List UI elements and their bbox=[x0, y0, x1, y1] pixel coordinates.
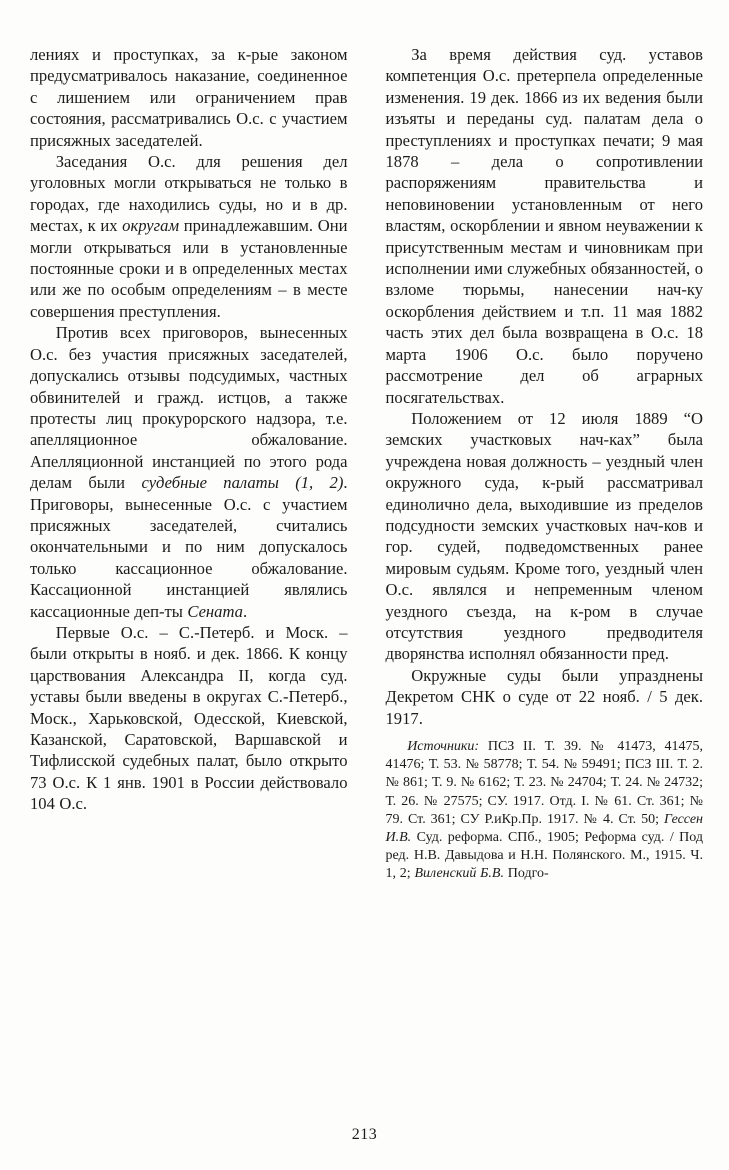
italic-text-run: Источники: bbox=[407, 739, 480, 754]
text-run: Подго- bbox=[503, 866, 549, 882]
left-column bbox=[30, 44, 348, 884]
text-run: . Приговоры, вынесенные О.с. с участием присяжных заседателей, считались окончательными и по ним допускалось только кассационное обжалование. Кассационной инстанцией являлись кассационные деп-ты bbox=[30, 473, 348, 621]
paragraph bbox=[386, 44, 704, 408]
text-run: ПСЗ II. Т. 39. № 41473, 41475, 41476; Т. 53. № 58778; Т. 54. № 59491; ПСЗ III. Т. 2. № 861; Т. 9. № 6162; Т. 23. № 24704; Т. 24. № 24732; Т. 26. № 27575; СУ. 1917. Отд. I. № 61. Ст. 361; № 79. Ст. 361; СУ Р.иКр.Пр. 1917. № 4. Ст. 50; bbox=[385, 739, 703, 827]
text-run: лениях и проступках, за к-рые законом предусматривалось наказание, соединенное с лишением или ограничением прав состояния, рассматривались О.с. с участием присяжных заседателей. bbox=[30, 45, 348, 150]
italic-text-run: Виленский Б.В. bbox=[414, 866, 504, 882]
italic-text-run: Гессен И.В. bbox=[385, 811, 703, 846]
italic-text-run: Сената bbox=[187, 601, 243, 621]
paragraph bbox=[386, 665, 704, 729]
paragraph bbox=[386, 408, 704, 665]
paragraph bbox=[30, 322, 348, 622]
text-run: Положением от 12 июля 1889 “О земских участковых нач-ках” была учреждена новая должность – уездный член окружного суда, к-рый рассматривал единолично дела, выходившие из пределов подсудности земских участковых нач-ков и гор. судей, подведомственных ранее мировым судьям. Кроме того, уездный член О.с. являлся и непременным членом уездного съезда, на к-ром в случае отсутствия уездного предводителя дворянства исполнял обязанности пред. bbox=[385, 408, 703, 664]
italic-text-run: округам bbox=[122, 216, 180, 236]
text-run: Против всех приговоров, вынесенных О.с. без участия присяжных заседателей, допускались отзывы подсудимых, частных обвинителей и гражд. истцов, а также протесты лиц прокурорского надзора, т.е. апелляционное обжалование. Апелляционной инстанцией по этого рода делам были bbox=[30, 323, 348, 493]
paragraph bbox=[386, 738, 704, 884]
text-columns bbox=[30, 44, 703, 884]
paragraph bbox=[30, 44, 348, 151]
text-run: Суд. реформа. СПб., 1905; Реформа суд. / Под ред. Н.В. Давыдова и Н.Н. Полянского. М., 1915. Ч. 1, 2; bbox=[385, 830, 703, 882]
paragraph bbox=[30, 151, 348, 322]
page-number: 213 bbox=[351, 1126, 378, 1143]
text-run: . bbox=[242, 601, 248, 621]
right-column bbox=[386, 44, 704, 884]
text-run: Первые О.с. – С.-Петерб. и Моск. – были открыты в нояб. и дек. 1866. К концу царствования Александра II, когда суд. уставы были введены в округах С.-Петерб., Моск., Харьковской, Одесской, Киевской, Казанской, Саратовской, Варшавской и Тифлисской судебных палат, было открыто 73 О.с. К 1 янв. 1901 в России действовало 104 О.с. bbox=[30, 622, 348, 814]
paragraph bbox=[30, 622, 348, 815]
text-run: За время действия суд. уставов компетенция О.с. претерпела определенные изменения. 19 дек. 1866 из их ведения были изъяты и переданы суд. палатам дела о преступлениях и проступках печати; 9 мая 1878 – дела о сопротивлении распоряжениям правительства и неповиновении установленным от него властям, оскорблении и явном неуважении к присутственным местам и чиновникам при исполнении ими служебных обязанностей, о взломе тюрьмы, нанесении нач-ку оскорбления действием и т.п. 11 мая 1882 часть этих дел была возвращена в О.с. 18 марта 1906 О.с. было поручено рассмотрение дел об аграрных посягательствах. bbox=[385, 45, 703, 407]
text-run: принадлежавшим. Они могли открываться или в установленные постоянные сроки и в определенных местах или же по особым определениям – в месте совершения преступления. bbox=[30, 216, 348, 321]
italic-text-run: судебные палаты (1, 2) bbox=[141, 473, 344, 493]
text-run: Заседания О.с. для решения дел уголовных могли открываться не только в городах, где находились суды, но и в др. местах, к их bbox=[30, 152, 348, 236]
text-run: Окружные суды были упразднены Декретом СНК о суде от 22 нояб. / 5 дек. 1917. bbox=[385, 665, 703, 728]
